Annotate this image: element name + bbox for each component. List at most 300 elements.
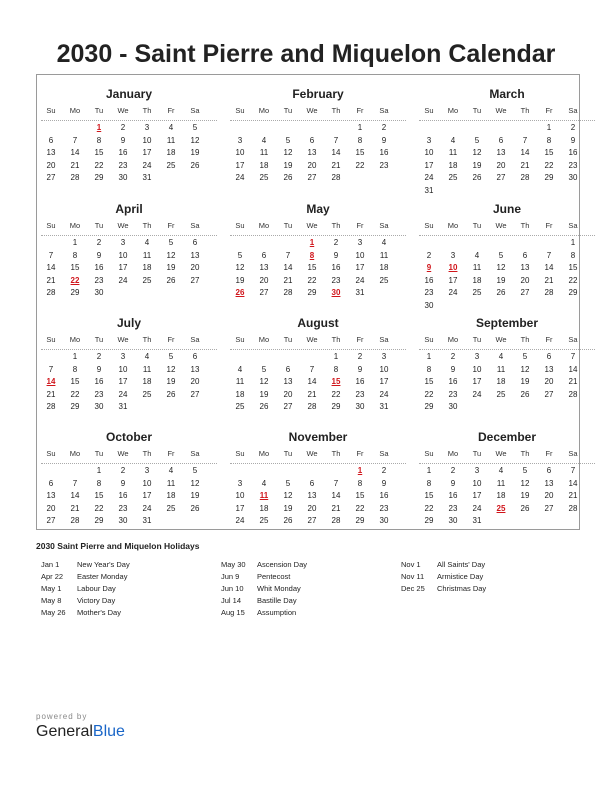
weekday-label: Fr bbox=[167, 221, 175, 230]
weekday-label: Tu bbox=[472, 449, 482, 458]
day-cell: 29 bbox=[355, 516, 365, 525]
day-cell: 15 bbox=[94, 148, 104, 157]
day-cell: 30 bbox=[94, 402, 104, 411]
day-cell: 11 bbox=[496, 478, 506, 488]
header-divider bbox=[419, 349, 595, 350]
holiday-day-cell: 11 bbox=[259, 491, 269, 500]
day-cell: 1 bbox=[72, 352, 78, 361]
day-cell: 15 bbox=[355, 491, 365, 500]
day-cell: 4 bbox=[498, 466, 504, 475]
day-cell: 10 bbox=[424, 148, 434, 157]
holiday-date: Aug 15 bbox=[221, 608, 245, 617]
header-divider bbox=[41, 235, 217, 236]
day-cell: 28 bbox=[568, 503, 578, 513]
day-cell: 18 bbox=[235, 389, 245, 399]
holiday-entry bbox=[41, 560, 211, 572]
day-cell: 19 bbox=[190, 148, 200, 157]
day-cell: 10 bbox=[235, 491, 245, 500]
day-cell: 4 bbox=[237, 364, 243, 374]
day-cell: 6 bbox=[261, 250, 267, 260]
month-june bbox=[417, 194, 597, 310]
day-cell: 25 bbox=[472, 288, 482, 297]
month-november bbox=[228, 422, 408, 534]
month-december bbox=[417, 422, 597, 534]
weekday-label: Th bbox=[142, 335, 152, 344]
month-name: March bbox=[489, 87, 525, 101]
day-cell: 30 bbox=[448, 402, 458, 411]
holiday-entry bbox=[401, 572, 571, 584]
day-cell: 26 bbox=[166, 389, 176, 399]
day-cell: 10 bbox=[379, 364, 389, 374]
day-cell: 24 bbox=[235, 516, 245, 525]
day-cell: 14 bbox=[331, 491, 341, 500]
day-cell: 25 bbox=[166, 503, 176, 513]
day-cell: 10 bbox=[142, 135, 152, 145]
weekday-label: Tu bbox=[283, 221, 293, 230]
month-february bbox=[228, 79, 408, 191]
day-cell: 24 bbox=[118, 389, 128, 399]
day-cell: 22 bbox=[94, 160, 104, 170]
day-cell: 5 bbox=[522, 466, 528, 475]
holiday-day-cell: 14 bbox=[46, 377, 56, 386]
day-cell: 18 bbox=[142, 377, 152, 386]
day-cell: 20 bbox=[46, 503, 56, 513]
weekday-label: Mo bbox=[69, 221, 81, 230]
day-cell: 5 bbox=[237, 250, 243, 260]
holiday-name: Labour Day bbox=[77, 584, 116, 593]
weekday-label: Sa bbox=[190, 106, 200, 115]
day-cell: 29 bbox=[307, 288, 317, 297]
holiday-date: May 8 bbox=[41, 596, 62, 605]
day-cell: 12 bbox=[190, 478, 200, 488]
weekday-label: Th bbox=[520, 221, 530, 230]
weekday-label: Sa bbox=[190, 449, 200, 458]
day-cell: 2 bbox=[570, 123, 576, 132]
holiday-date: Jul 14 bbox=[221, 596, 242, 605]
weekday-label: Su bbox=[235, 221, 245, 230]
day-cell: 2 bbox=[381, 466, 387, 475]
weekday-label: We bbox=[306, 449, 318, 458]
day-cell: 4 bbox=[168, 123, 174, 132]
weekday-label: Fr bbox=[356, 335, 364, 344]
day-cell: 17 bbox=[118, 377, 128, 386]
day-cell: 25 bbox=[259, 516, 269, 525]
holiday-date: May 30 bbox=[221, 560, 246, 569]
holiday-name: Christmas Day bbox=[437, 584, 487, 593]
weekday-label: We bbox=[495, 106, 507, 115]
day-cell: 28 bbox=[46, 402, 56, 411]
day-cell: 17 bbox=[235, 503, 245, 513]
header-divider bbox=[230, 463, 406, 464]
day-cell: 10 bbox=[472, 478, 482, 488]
day-cell: 13 bbox=[46, 491, 56, 500]
weekday-label: Th bbox=[331, 449, 341, 458]
day-cell: 19 bbox=[283, 160, 293, 170]
day-cell: 20 bbox=[190, 263, 200, 272]
brand-name-general: General bbox=[36, 723, 93, 740]
weekday-label: Sa bbox=[379, 335, 389, 344]
holidays-column bbox=[221, 560, 391, 620]
holiday-day-cell: 8 bbox=[309, 250, 315, 260]
day-cell: 18 bbox=[496, 491, 506, 500]
day-cell: 6 bbox=[498, 135, 504, 145]
day-cell: 24 bbox=[448, 288, 458, 297]
day-cell: 17 bbox=[424, 160, 434, 170]
day-cell: 23 bbox=[424, 288, 434, 297]
day-cell: 15 bbox=[424, 377, 434, 386]
day-cell: 7 bbox=[333, 135, 339, 145]
day-cell: 2 bbox=[450, 352, 456, 361]
day-cell: 30 bbox=[118, 173, 128, 182]
day-cell: 5 bbox=[285, 135, 291, 145]
weekday-label: Mo bbox=[447, 106, 459, 115]
day-cell: 18 bbox=[142, 263, 152, 272]
weekday-header bbox=[228, 335, 408, 347]
weekday-label: Su bbox=[424, 335, 434, 344]
day-cell: 27 bbox=[307, 516, 317, 525]
calendar-grid bbox=[36, 74, 580, 530]
month-may bbox=[228, 194, 408, 306]
day-cell: 28 bbox=[520, 173, 530, 182]
day-cell: 31 bbox=[472, 516, 482, 525]
holiday-date: May 1 bbox=[41, 584, 62, 593]
day-cell: 14 bbox=[568, 478, 578, 488]
header-divider bbox=[230, 349, 406, 350]
day-cell: 9 bbox=[381, 478, 387, 488]
day-cell: 18 bbox=[472, 275, 482, 285]
day-cell: 11 bbox=[142, 364, 152, 374]
day-cell: 31 bbox=[142, 173, 152, 182]
holiday-day-cell: 30 bbox=[331, 288, 341, 297]
day-cell: 10 bbox=[355, 250, 365, 260]
day-cell: 23 bbox=[355, 389, 365, 399]
day-cell: 13 bbox=[259, 263, 269, 272]
holiday-day-cell: 1 bbox=[96, 123, 102, 132]
month-name: May bbox=[306, 202, 330, 216]
day-cell: 21 bbox=[544, 275, 554, 285]
day-cell: 13 bbox=[520, 263, 530, 272]
day-cell: 14 bbox=[568, 364, 578, 374]
day-cell: 3 bbox=[474, 466, 480, 475]
day-cell: 19 bbox=[190, 491, 200, 500]
day-cell: 25 bbox=[142, 389, 152, 399]
day-cell: 8 bbox=[426, 478, 432, 488]
day-cell: 16 bbox=[424, 275, 434, 285]
day-cell: 25 bbox=[448, 173, 458, 182]
day-cell: 11 bbox=[472, 263, 482, 272]
day-cell: 12 bbox=[472, 148, 482, 157]
month-january bbox=[39, 79, 219, 191]
day-cell: 3 bbox=[474, 352, 480, 361]
day-cell: 27 bbox=[520, 288, 530, 297]
day-cell: 23 bbox=[94, 389, 104, 399]
day-cell: 21 bbox=[70, 503, 80, 513]
day-cell: 9 bbox=[96, 364, 102, 374]
day-cell: 12 bbox=[166, 250, 176, 260]
weekday-label: Th bbox=[520, 106, 530, 115]
day-cell: 16 bbox=[448, 491, 458, 500]
day-cell: 24 bbox=[379, 389, 389, 399]
day-cell: 12 bbox=[259, 377, 269, 386]
day-cell: 7 bbox=[546, 250, 552, 260]
day-cell: 23 bbox=[94, 275, 104, 285]
day-cell: 3 bbox=[426, 135, 432, 145]
holidays-column bbox=[401, 560, 571, 596]
day-cell: 14 bbox=[70, 491, 80, 500]
weekday-label: Th bbox=[331, 221, 341, 230]
day-cell: 28 bbox=[568, 389, 578, 399]
day-cell: 2 bbox=[333, 238, 339, 247]
day-cell: 27 bbox=[544, 503, 554, 513]
day-cell: 24 bbox=[472, 389, 482, 399]
header-divider bbox=[419, 120, 595, 121]
day-cell: 7 bbox=[309, 364, 315, 374]
weekday-label: Su bbox=[235, 449, 245, 458]
day-cell: 27 bbox=[190, 275, 200, 285]
weekday-label: Mo bbox=[258, 449, 270, 458]
day-cell: 26 bbox=[472, 173, 482, 182]
weekday-label: Th bbox=[142, 106, 152, 115]
weekday-label: Th bbox=[142, 449, 152, 458]
day-cell: 8 bbox=[570, 250, 576, 260]
day-cell: 16 bbox=[94, 263, 104, 272]
day-cell: 3 bbox=[450, 250, 456, 260]
holiday-day-cell: 9 bbox=[426, 263, 432, 272]
day-cell: 1 bbox=[96, 466, 102, 475]
day-cell: 5 bbox=[192, 466, 198, 475]
holiday-name: Whit Monday bbox=[257, 584, 301, 593]
day-cell: 3 bbox=[120, 238, 126, 247]
header-divider bbox=[230, 120, 406, 121]
day-cell: 4 bbox=[498, 352, 504, 361]
day-cell: 15 bbox=[70, 377, 80, 386]
day-cell: 26 bbox=[283, 516, 293, 525]
day-cell: 16 bbox=[118, 148, 128, 157]
day-cell: 30 bbox=[424, 300, 434, 310]
day-cell: 4 bbox=[261, 478, 267, 488]
holiday-day-cell: 25 bbox=[496, 503, 506, 513]
day-cell: 4 bbox=[474, 250, 480, 260]
day-cell: 17 bbox=[472, 491, 482, 500]
holiday-entry bbox=[41, 572, 211, 584]
day-cell: 29 bbox=[94, 516, 104, 525]
day-cell: 12 bbox=[283, 148, 293, 157]
day-cell: 22 bbox=[424, 503, 434, 513]
weekday-label: Mo bbox=[447, 335, 459, 344]
day-cell: 22 bbox=[70, 389, 80, 399]
day-cell: 20 bbox=[307, 503, 317, 513]
holiday-name: Pentecost bbox=[257, 572, 291, 581]
weekday-header bbox=[39, 335, 219, 347]
day-cell: 30 bbox=[355, 402, 365, 411]
day-cell: 13 bbox=[496, 148, 506, 157]
day-cell: 20 bbox=[190, 377, 200, 386]
holiday-day-cell: 22 bbox=[70, 275, 80, 285]
weekday-label: Mo bbox=[258, 221, 270, 230]
day-cell: 9 bbox=[450, 478, 456, 488]
month-august bbox=[228, 308, 408, 420]
weekday-label: We bbox=[495, 449, 507, 458]
weekday-label: Mo bbox=[447, 449, 459, 458]
month-october bbox=[39, 422, 219, 534]
day-cell: 15 bbox=[94, 491, 104, 500]
day-cell: 29 bbox=[94, 173, 104, 182]
day-cell: 30 bbox=[448, 516, 458, 525]
day-cell: 29 bbox=[70, 288, 80, 297]
holiday-name: Easter Monday bbox=[77, 572, 128, 581]
day-cell: 13 bbox=[544, 478, 554, 488]
day-cell: 24 bbox=[142, 160, 152, 170]
weekday-label: Tu bbox=[283, 106, 293, 115]
day-cell: 26 bbox=[520, 503, 530, 513]
day-cell: 23 bbox=[568, 160, 578, 170]
powered-by-text: powered by bbox=[36, 712, 88, 721]
day-cell: 4 bbox=[450, 135, 456, 145]
holiday-name: Bastille Day bbox=[257, 596, 297, 605]
day-cell: 13 bbox=[307, 148, 317, 157]
weekday-label: Tu bbox=[472, 106, 482, 115]
day-cell: 6 bbox=[48, 135, 54, 145]
day-cell: 10 bbox=[118, 250, 128, 260]
day-cell: 4 bbox=[168, 466, 174, 475]
day-cell: 30 bbox=[379, 516, 389, 525]
day-cell: 10 bbox=[235, 148, 245, 157]
month-name: July bbox=[116, 316, 141, 330]
day-cell: 17 bbox=[379, 377, 389, 386]
day-cell: 9 bbox=[96, 250, 102, 260]
weekday-label: Sa bbox=[568, 335, 578, 344]
day-cell: 6 bbox=[546, 466, 552, 475]
day-cell: 29 bbox=[424, 516, 434, 525]
weekday-label: Su bbox=[46, 106, 56, 115]
holiday-date: May 26 bbox=[41, 608, 66, 617]
day-cell: 16 bbox=[568, 148, 578, 157]
day-cell: 24 bbox=[235, 173, 245, 182]
day-cell: 15 bbox=[307, 263, 317, 272]
day-cell: 15 bbox=[544, 148, 554, 157]
day-cell: 18 bbox=[379, 263, 389, 272]
day-cell: 5 bbox=[192, 123, 198, 132]
day-cell: 2 bbox=[120, 466, 126, 475]
weekday-label: Fr bbox=[545, 221, 553, 230]
weekday-header bbox=[417, 449, 597, 461]
day-cell: 19 bbox=[166, 263, 176, 272]
day-cell: 29 bbox=[568, 288, 578, 297]
day-cell: 15 bbox=[70, 263, 80, 272]
weekday-label: Th bbox=[520, 335, 530, 344]
day-cell: 29 bbox=[424, 402, 434, 411]
month-march bbox=[417, 79, 597, 195]
weekday-label: Mo bbox=[69, 449, 81, 458]
day-cell: 6 bbox=[522, 250, 528, 260]
day-cell: 1 bbox=[426, 466, 432, 475]
day-cell: 28 bbox=[70, 516, 80, 525]
weekday-label: Fr bbox=[545, 449, 553, 458]
weekday-header bbox=[228, 221, 408, 233]
month-name: December bbox=[477, 430, 537, 444]
day-cell: 8 bbox=[357, 478, 363, 488]
day-cell: 22 bbox=[424, 389, 434, 399]
day-cell: 28 bbox=[283, 288, 293, 297]
day-cell: 1 bbox=[426, 352, 432, 361]
day-cell: 28 bbox=[331, 516, 341, 525]
holiday-date: Jun 10 bbox=[221, 584, 244, 593]
day-cell: 20 bbox=[544, 377, 554, 386]
day-cell: 12 bbox=[520, 478, 530, 488]
day-cell: 5 bbox=[522, 352, 528, 361]
day-cell: 11 bbox=[259, 148, 269, 157]
day-cell: 18 bbox=[259, 160, 269, 170]
day-cell: 26 bbox=[190, 503, 200, 513]
brand-name bbox=[36, 723, 125, 741]
day-cell: 4 bbox=[261, 135, 267, 145]
day-cell: 7 bbox=[48, 364, 54, 374]
day-cell: 14 bbox=[283, 263, 293, 272]
day-cell: 24 bbox=[118, 275, 128, 285]
weekday-header bbox=[39, 106, 219, 118]
day-cell: 18 bbox=[496, 377, 506, 386]
day-cell: 9 bbox=[357, 364, 363, 374]
day-cell: 4 bbox=[144, 352, 150, 361]
day-cell: 17 bbox=[355, 263, 365, 272]
day-cell: 5 bbox=[261, 364, 267, 374]
day-cell: 9 bbox=[120, 478, 126, 488]
month-name: August bbox=[297, 316, 339, 330]
day-cell: 21 bbox=[70, 160, 80, 170]
month-name: February bbox=[292, 87, 344, 101]
holiday-name: Assumption bbox=[257, 608, 297, 617]
day-cell: 25 bbox=[142, 275, 152, 285]
weekday-label: Sa bbox=[568, 106, 578, 115]
day-cell: 28 bbox=[307, 402, 317, 411]
weekday-header bbox=[228, 449, 408, 461]
weekday-label: Tu bbox=[283, 449, 293, 458]
weekday-label: Fr bbox=[356, 221, 364, 230]
day-cell: 12 bbox=[520, 364, 530, 374]
day-cell: 30 bbox=[94, 288, 104, 297]
day-cell: 15 bbox=[568, 263, 578, 272]
day-cell: 18 bbox=[166, 491, 176, 500]
weekday-label: Fr bbox=[545, 106, 553, 115]
day-cell: 25 bbox=[235, 402, 245, 411]
day-cell: 10 bbox=[472, 364, 482, 374]
day-cell: 2 bbox=[96, 238, 102, 247]
day-cell: 16 bbox=[448, 377, 458, 386]
day-cell: 1 bbox=[546, 123, 552, 132]
day-cell: 6 bbox=[192, 238, 198, 247]
day-cell: 26 bbox=[259, 402, 269, 411]
holiday-name: Mother's Day bbox=[77, 608, 121, 617]
day-cell: 4 bbox=[144, 238, 150, 247]
day-cell: 31 bbox=[424, 185, 434, 195]
weekday-label: Tu bbox=[472, 335, 482, 344]
day-cell: 1 bbox=[333, 352, 339, 361]
holiday-day-cell: 10 bbox=[448, 263, 458, 272]
month-september bbox=[417, 308, 597, 420]
day-cell: 27 bbox=[307, 173, 317, 182]
day-cell: 19 bbox=[166, 377, 176, 386]
day-cell: 13 bbox=[46, 148, 56, 157]
holidays-column bbox=[41, 560, 211, 620]
day-cell: 27 bbox=[190, 389, 200, 399]
day-cell: 26 bbox=[283, 173, 293, 182]
day-cell: 24 bbox=[472, 503, 482, 513]
weekday-label: Su bbox=[46, 449, 56, 458]
day-cell: 3 bbox=[237, 478, 243, 488]
weekday-label: Su bbox=[46, 221, 56, 230]
day-cell: 17 bbox=[235, 160, 245, 170]
day-cell: 27 bbox=[283, 402, 293, 411]
